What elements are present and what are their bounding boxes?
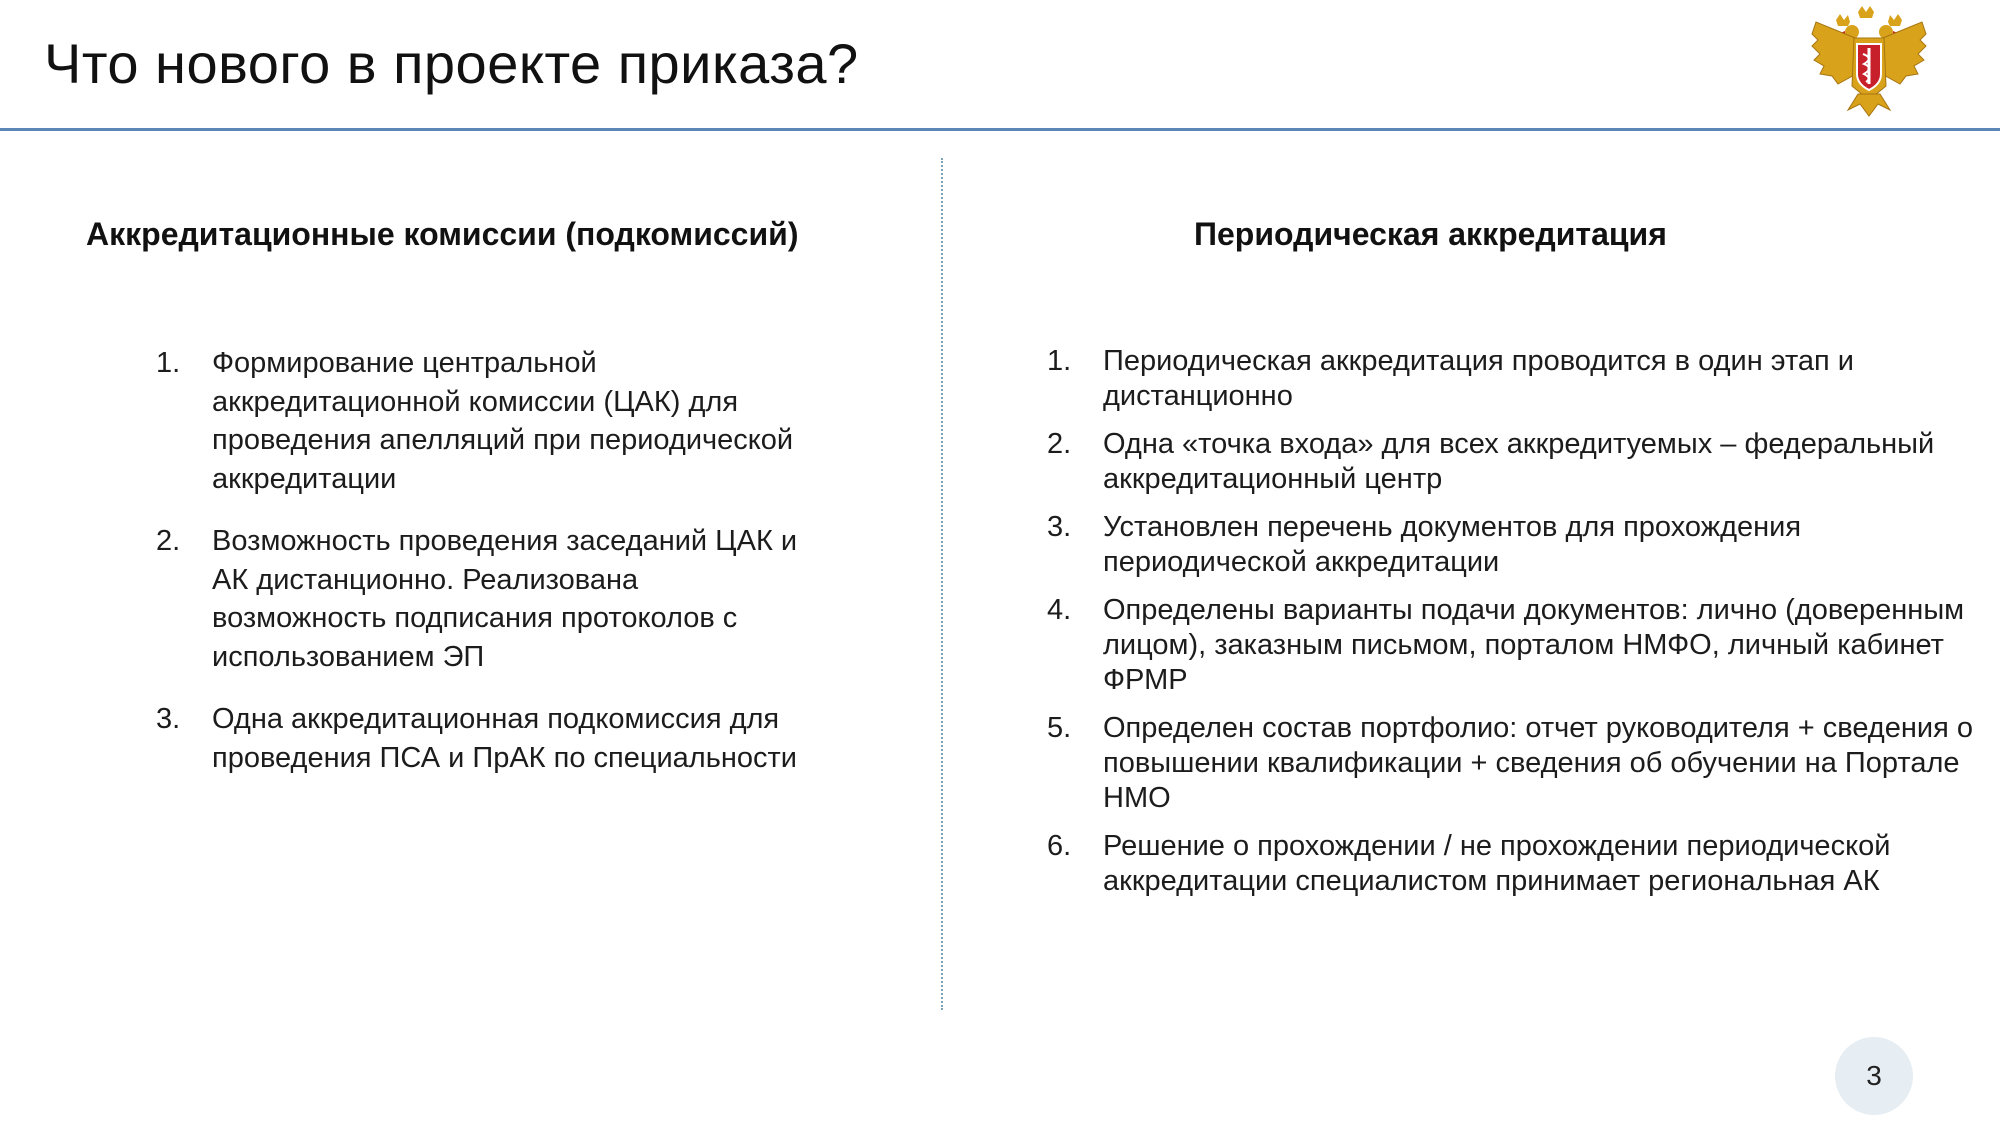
list-item-text: Одна аккредитационная подкомиссия для проведения ПСА и ПрАК по специальности <box>212 703 797 774</box>
right-column-heading: Периодическая аккредитация <box>1194 216 1667 252</box>
list-item-number: 4. <box>1047 594 1072 626</box>
list-item-number: 6. <box>1047 830 1072 862</box>
list-item <box>156 522 816 676</box>
list-item-text: Определен состав портфолио: отчет руководителя + сведения о повышении квалификации + сведения об обучении на Портале НМО <box>1103 712 1973 814</box>
list-item <box>1047 711 1987 816</box>
list-item-number: 5. <box>1047 712 1072 744</box>
column-divider <box>941 158 943 1010</box>
list-item <box>1047 427 1987 497</box>
list-item-number: 1. <box>1047 345 1072 377</box>
left-column-list <box>156 344 816 801</box>
page-number-badge: 3 <box>1835 1037 1913 1115</box>
list-item <box>1047 344 1987 414</box>
right-column-list <box>1047 344 1987 912</box>
list-item-number: 3. <box>1047 511 1072 543</box>
list-item-number: 2. <box>1047 428 1072 460</box>
list-item-text: Установлен перечень документов для прохождения периодической аккредитации <box>1103 511 1802 578</box>
list-item <box>156 700 816 777</box>
double-headed-eagle-emblem-icon <box>1808 4 1930 124</box>
list-item <box>1047 593 1987 698</box>
list-item-text: Определены варианты подачи документов: лично (доверенным лицом), заказным письмом, порталом НМФО, личный кабинет ФРМР <box>1103 594 1965 696</box>
list-item-text: Периодическая аккредитация проводится в один этап и дистанционно <box>1103 345 1854 412</box>
list-item-number: 2. <box>156 525 181 557</box>
list-item-number: 3. <box>156 703 181 735</box>
list-item-text: Одна «точка входа» для всех аккредитуемых – федеральный аккредитационный центр <box>1103 428 1935 495</box>
list-item <box>1047 510 1987 580</box>
list-item <box>1047 829 1987 899</box>
list-item <box>156 344 816 498</box>
list-item-text: Формирование центральной аккредитационной комиссии (ЦАК) для проведения апелляций при периодической аккредитации <box>212 347 794 495</box>
list-item-text: Возможность проведения заседаний ЦАК и АК дистанционно. Реализована возможность подписания протоколов с использованием ЭП <box>212 525 798 673</box>
slide-title: Что нового в проекте приказа? <box>44 32 859 95</box>
list-item-text: Решение о прохождении / не прохождении периодической аккредитации специалистом принимает региональная АК <box>1103 830 1891 897</box>
left-column-heading: Аккредитационные комиссии (подкомиссий) <box>86 216 799 252</box>
list-item-number: 1. <box>156 347 181 379</box>
header-divider <box>0 128 2000 131</box>
